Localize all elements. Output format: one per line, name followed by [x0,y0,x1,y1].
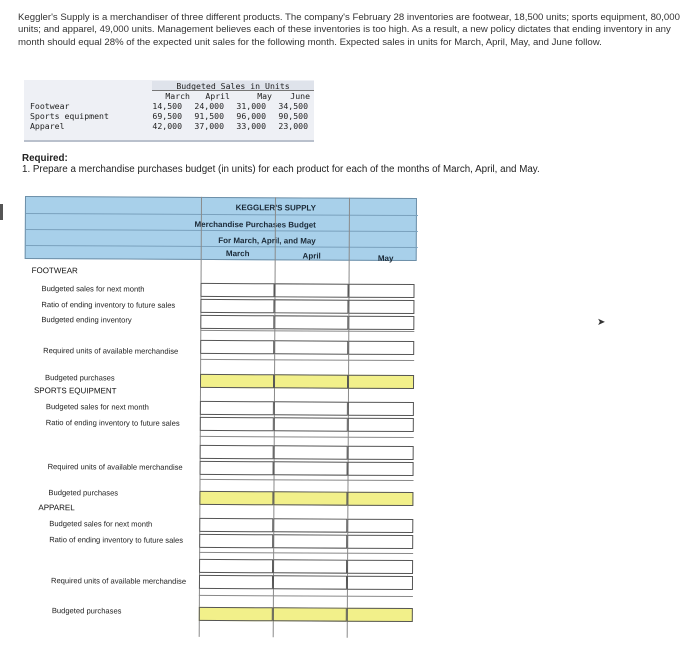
sales-month-april: April [205,91,230,101]
sales-month-may: May [257,91,272,101]
row-label: Budgeted purchases [45,373,115,383]
row-label: Budgeted sales for next month [45,402,149,412]
sales-value: 31,000 [236,101,266,111]
required-block [22,153,540,175]
sales-value: 23,000 [278,121,308,131]
input-cell[interactable] [347,560,413,574]
row-label: Budgeted sales for next month [41,284,145,294]
input-cell[interactable] [347,519,413,533]
sales-row-label-footwear: Footwear [30,101,70,111]
input-cell[interactable] [274,417,348,431]
row-rule [200,330,414,332]
input-cell[interactable] [274,401,348,415]
input-cell[interactable] [347,535,413,549]
column-header-may: May [377,253,394,263]
sales-value: 96,000 [236,111,266,121]
input-cell[interactable] [274,299,348,313]
sales-value: 90,500 [278,111,308,121]
input-cell[interactable] [348,284,414,298]
input-cell[interactable] [273,534,347,548]
input-cell[interactable] [200,461,274,475]
row-label: Budgeted ending inventory [41,315,132,325]
input-cell[interactable] [200,401,274,415]
purchases-cell[interactable] [273,491,347,505]
input-cell[interactable] [199,518,273,532]
left-edge-mark [0,204,3,220]
sales-value: 14,500 [152,101,182,111]
input-cell[interactable] [348,446,414,460]
purchases-cell[interactable] [199,607,273,621]
input-cell[interactable] [199,534,273,548]
sales-value: 69,500 [152,111,182,121]
input-cell[interactable] [273,575,347,589]
row-label: Required units of available merchandise [43,346,179,356]
sales-value: 34,500 [278,101,308,111]
sales-row-label-apparel: Apparel [30,121,65,131]
input-cell[interactable] [348,341,414,355]
input-cell[interactable] [200,315,274,329]
input-cell[interactable] [348,402,414,416]
row-label: Required units of available merchandise [47,462,183,472]
input-cell[interactable] [274,461,348,475]
sales-table-title: Budgeted Sales in Units [152,81,314,91]
budget-company: KEGGLER'S SUPPLY [235,203,316,213]
budget-title: Merchandise Purchases Budget [194,219,316,230]
sales-row-label-sports-equipment: Sports equipment [30,111,109,121]
section-sports-equipment: SPORTS EQUIPMENT [33,386,117,396]
input-cell[interactable] [200,417,274,431]
column-header-april: April [302,251,321,261]
input-cell[interactable] [200,340,274,354]
row-label: Budgeted sales for next month [49,519,153,529]
row-rule [200,359,414,361]
sales-value: 33,000 [236,121,266,131]
input-cell[interactable] [274,340,348,354]
input-cell[interactable] [348,462,414,476]
merchandise-purchases-budget [23,196,417,638]
purchases-cell[interactable] [274,374,348,388]
input-cell[interactable] [348,418,414,432]
required-item: 1. Prepare a merchandise purchases budget (in units) for each product for each of the months of March, April, and May. [22,164,540,175]
input-cell[interactable] [200,283,274,297]
input-cell[interactable] [274,283,348,297]
row-label: Ratio of ending inventory to future sales [45,418,180,428]
input-cell[interactable] [347,576,413,590]
purchases-cell[interactable] [347,608,413,622]
input-cell[interactable] [200,299,274,313]
row-rule [199,552,413,554]
input-cell[interactable] [273,518,347,532]
column-header-march: March [225,249,250,259]
purchases-cell[interactable] [199,491,273,505]
purchases-cell[interactable] [348,375,414,389]
row-rule [200,479,414,481]
input-cell[interactable] [348,300,414,314]
input-cell[interactable] [348,316,414,330]
sales-month-june: June [290,91,310,101]
input-cell[interactable] [274,315,348,329]
cursor-arrow-icon: ➤ [597,317,606,328]
input-cell[interactable] [274,445,348,459]
sales-value: 42,000 [152,121,182,131]
sales-month-march: March [165,91,190,101]
sales-value: 91,500 [194,111,224,121]
row-label: Ratio of ending inventory to future sales [41,300,176,310]
row-label: Ratio of ending inventory to future sales [49,535,184,545]
input-cell[interactable] [273,559,347,573]
budgeted-sales-table [24,80,314,142]
row-label: Required units of available merchandise [50,576,187,586]
row-label: Budgeted purchases [51,606,122,616]
purchases-cell[interactable] [273,607,347,621]
budget-period: For March, April, and May [218,236,316,246]
row-rule [199,595,413,597]
budget-header [25,196,417,261]
sales-value: 37,000 [194,121,224,131]
section-footwear: FOOTWEAR [31,266,78,276]
input-cell[interactable] [199,575,273,589]
row-rule [200,436,414,438]
problem-intro: Keggler's Supply is a merchandiser of three different products. The company's February 28 inventories are footwear, 18,500 units; sports equipment, 80,000 units; and apparel, 49,000 units. Management believes each of these inventories is too high. As a result, a new policy dictates that ending inventory in any month should equal 28% of the expected unit sales for the following month. Expected sales in units for March, April, May, and June follow. [18,12,680,48]
purchases-cell[interactable] [200,374,274,388]
purchases-cell[interactable] [347,492,413,506]
input-cell[interactable] [199,559,273,573]
input-cell[interactable] [200,445,274,459]
required-heading: Required: [22,153,68,164]
sales-value: 24,000 [194,101,224,111]
section-apparel: APPAREL [38,503,75,513]
row-label: Budgeted purchases [48,488,119,498]
